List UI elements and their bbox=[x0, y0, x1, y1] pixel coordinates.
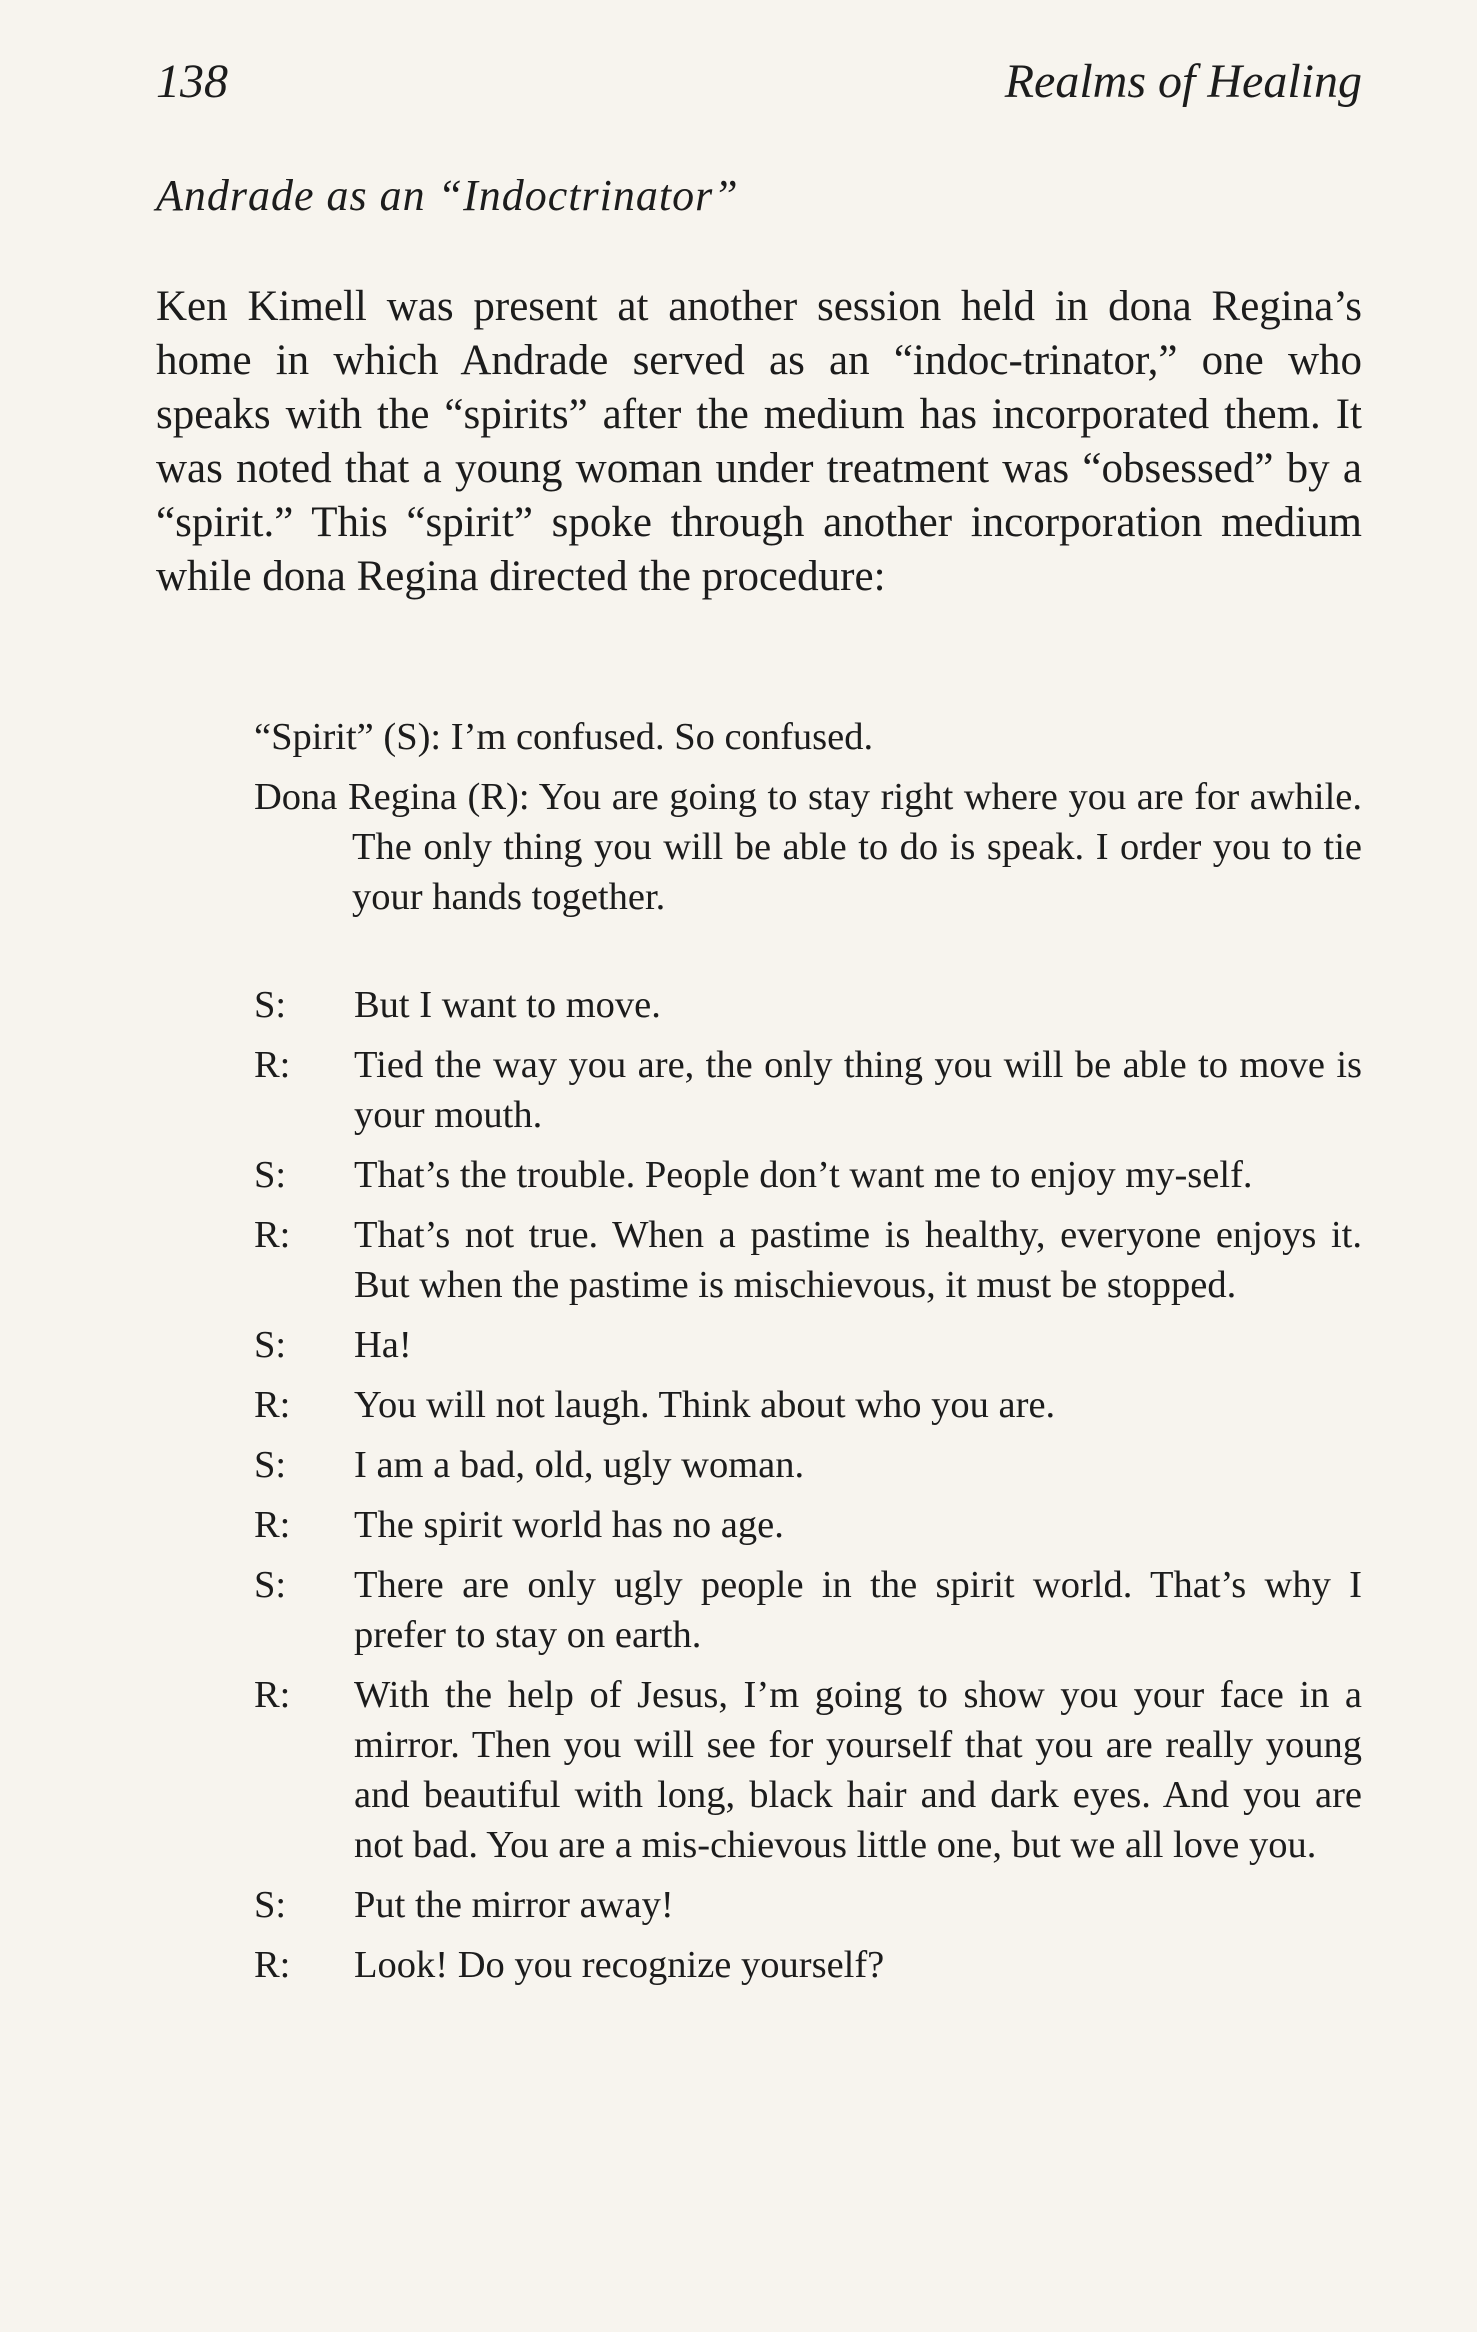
book-title: Realms of Healing bbox=[1004, 55, 1362, 108]
dialogue-line bbox=[156, 1210, 1362, 1310]
speaker-label: S: bbox=[254, 1154, 287, 1196]
dialogue-line bbox=[156, 1380, 1362, 1430]
dialogue-transcript bbox=[156, 712, 1362, 2000]
dialogue-line bbox=[156, 1040, 1362, 1140]
dialogue-text: Put the mirror away! bbox=[354, 1884, 674, 1926]
section-heading: Andrade as an “Indoctrinator” bbox=[156, 171, 739, 220]
dialogue-line bbox=[156, 1940, 1362, 1990]
dialogue-line bbox=[156, 1670, 1362, 1870]
dialogue-text: The spirit world has no age. bbox=[354, 1504, 784, 1546]
dialogue-line bbox=[156, 1150, 1362, 1200]
dialogue-text: Look! Do you recognize yourself? bbox=[354, 1944, 885, 1986]
dialogue-text: With the help of Jesus, I’m going to show you your face in a mirror. Then you will see for yourself that you are really young and beautiful with long, black hair and dark eyes. And you are not bad. You are a mis-chievous little one, but we all love you. bbox=[354, 1674, 1362, 1866]
speaker-label: R: bbox=[254, 1384, 291, 1426]
dialogue-text: You will not laugh. Think about who you are. bbox=[354, 1384, 1056, 1426]
dialogue-line bbox=[156, 1560, 1362, 1660]
page-number: 138 bbox=[156, 55, 228, 108]
body-paragraph: Ken Kimell was present at another session held in dona Regina’s home in which Andrade served as an “indoc-trinator,” one who speaks with the “spirits” after the medium has incorporated them. It was noted that a young woman under treatment was “obsessed” by a “spirit.” This “spirit” spoke through another incorporation medium while dona Regina directed the procedure: bbox=[156, 283, 1362, 600]
dialogue-line bbox=[156, 1440, 1362, 1490]
dialogue-text: Tied the way you are, the only thing you will be able to move is your mouth. bbox=[354, 1044, 1362, 1136]
dialogue-text: There are only ugly people in the spirit world. That’s why I prefer to stay on earth. bbox=[354, 1564, 1362, 1656]
speaker-label: S: bbox=[254, 984, 287, 1026]
dialogue-text: Ha! bbox=[354, 1324, 412, 1366]
speaker-label: S: bbox=[254, 1444, 287, 1486]
speaker-label: S: bbox=[254, 1884, 287, 1926]
dialogue-text: That’s not true. When a pastime is healthy, everyone enjoys it. But when the pastime is mischievous, it must be stopped. bbox=[354, 1214, 1362, 1306]
dialogue-intro-spirit: “Spirit” (S): I’m confused. So confused. bbox=[254, 716, 874, 758]
speaker-label: R: bbox=[254, 1214, 291, 1256]
dialogue-line bbox=[156, 1880, 1362, 1930]
dialogue-text: That’s the trouble. People don’t want me to enjoy my-self. bbox=[354, 1154, 1253, 1196]
speaker-label: S: bbox=[254, 1324, 287, 1366]
dialogue-text: I am a bad, old, ugly woman. bbox=[354, 1444, 805, 1486]
dialogue-text: But I want to move. bbox=[354, 984, 661, 1026]
dialogue-line bbox=[156, 980, 1362, 1030]
dialogue-line bbox=[156, 1500, 1362, 1550]
speaker-label: R: bbox=[254, 1044, 291, 1086]
speaker-label: S: bbox=[254, 1564, 287, 1606]
speaker-label: R: bbox=[254, 1504, 291, 1546]
dialogue-intro-regina: Dona Regina (R): You are going to stay right where you are for awhile. The only thing you will be able to do is speak. I order you to tie your hands together. bbox=[254, 776, 1362, 918]
dialogue-line bbox=[156, 1320, 1362, 1370]
speaker-label: R: bbox=[254, 1944, 291, 1986]
running-head bbox=[156, 52, 1362, 112]
speaker-label: R: bbox=[254, 1674, 291, 1716]
